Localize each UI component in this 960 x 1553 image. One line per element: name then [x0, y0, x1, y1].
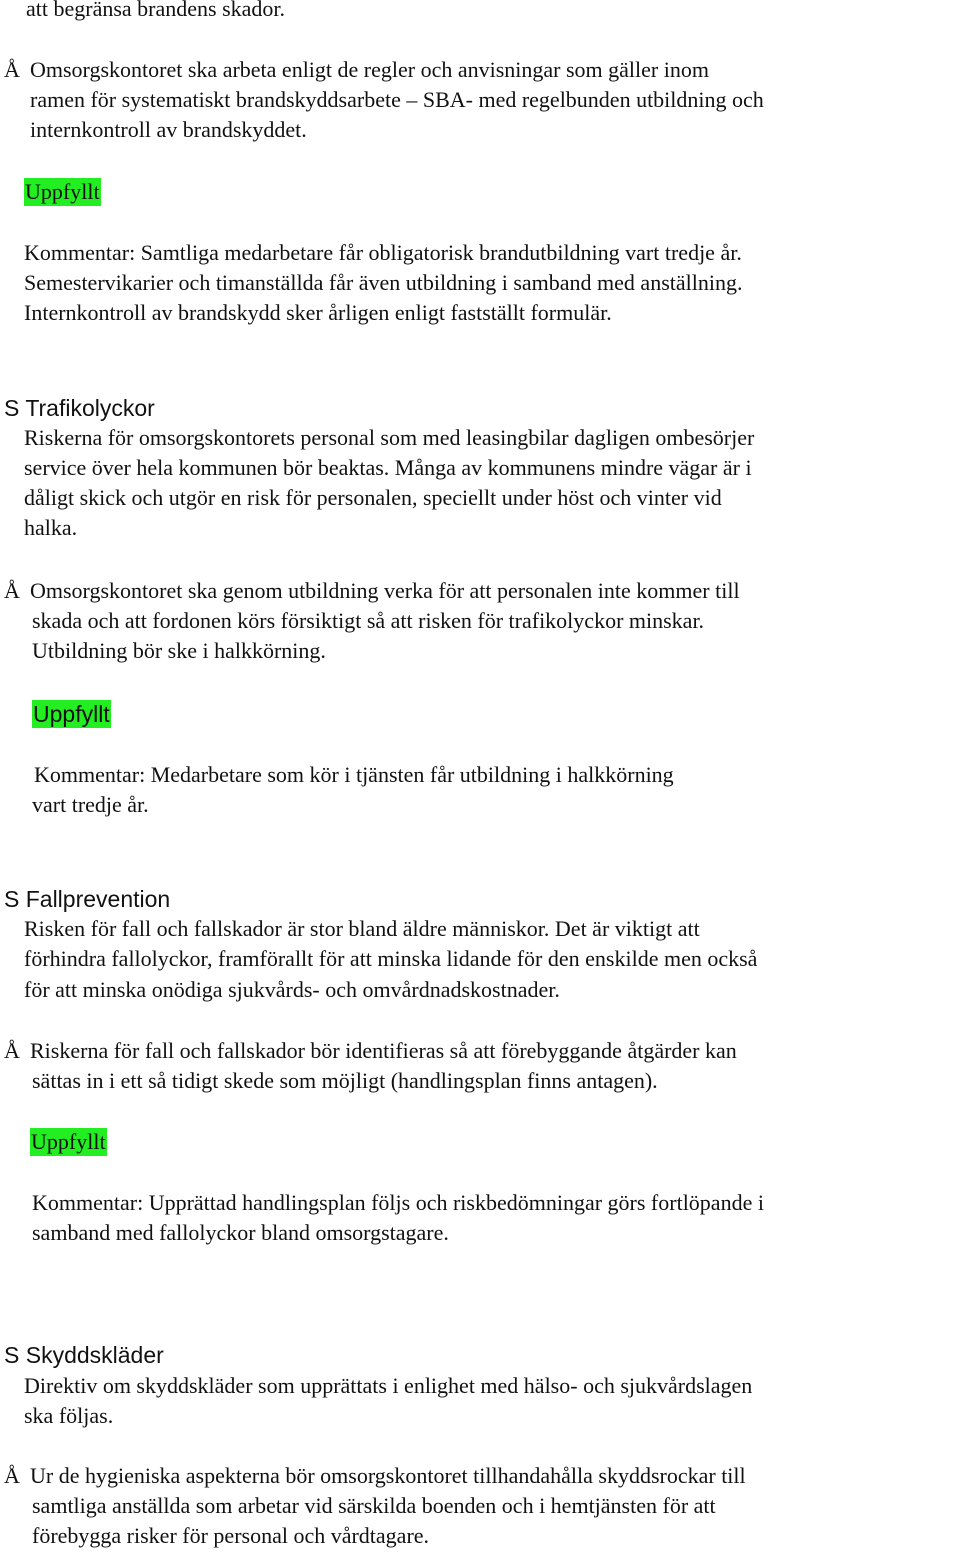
measure-marker: Å [4, 1463, 20, 1488]
body-text: Direktiv om skyddskläder som upprättats i enlighet med hälso- och sjukvårdslagen [24, 1373, 753, 1398]
measure-text: Ur de hygieniska aspekterna bör omsorgskontoret tillhandahålla skyddsrockar till [30, 1463, 746, 1488]
body-text: ska följas. [24, 1403, 114, 1428]
measure-line [4, 55, 709, 85]
measure-marker: Å [4, 1038, 20, 1063]
measure-text: Omsorgskontoret ska genom utbildning verka för att personalen inte kommer till [30, 578, 740, 603]
status-badge: Uppfyllt [33, 701, 110, 727]
body-text: dåligt skick och utgör en risk för personalen, speciellt under höst och vinter vid [24, 485, 722, 510]
status-badge: Uppfyllt [31, 1129, 106, 1154]
measure-marker: Å [4, 57, 20, 82]
measure-text: ramen för systematiskt brandskyddsarbete – SBA- med regelbunden utbildning och [30, 87, 764, 112]
section-heading: S Fallprevention [4, 886, 171, 912]
body-text: förhindra fallolyckor, framförallt för att minska lidande för den enskilde men också [24, 946, 758, 971]
body-text: halka. [24, 515, 78, 540]
measure-line [4, 1036, 737, 1066]
measure-line [4, 1461, 746, 1491]
body-text: Riskerna för omsorgskontorets personal som med leasingbilar dagligen ombesörjer [24, 425, 755, 450]
measure-text: Utbildning bör ske i halkkörning. [32, 638, 326, 663]
measure-text: skada och att fordonen körs försiktigt så att risken för trafikolyckor minskar. [32, 608, 705, 633]
measure-text: samtliga anställda som arbetar vid särskilda boenden och i hemtjänsten för att [32, 1493, 716, 1518]
measure-text: internkontroll av brandskyddet. [30, 117, 307, 142]
status-badge: Uppfyllt [25, 179, 100, 204]
measure-text: Omsorgskontoret ska arbeta enligt de regler och anvisningar som gäller inom [30, 57, 709, 82]
comment-text: vart tredje år. [32, 792, 149, 817]
section-heading: S Trafikolyckor [4, 395, 155, 421]
comment-text: Semestervikarier och timanställda får även utbildning i samband med anställning. [24, 270, 743, 295]
measure-marker: Å [4, 578, 20, 603]
body-text: service över hela kommunen bör beaktas. Många av kommunens mindre vägar är i [24, 455, 752, 480]
comment-text: Kommentar: Upprättad handlingsplan följs och riskbedömningar görs fortlöpande i [32, 1190, 764, 1215]
body-text: Risken för fall och fallskador är stor bland äldre människor. Det är viktigt att [24, 916, 700, 941]
measure-text: sättas in i ett så tidigt skede som möjligt (handlingsplan finns antagen). [32, 1068, 658, 1093]
comment-text: Kommentar: Samtliga medarbetare får obligatorisk brandutbildning vart tredje år. [24, 240, 742, 265]
comment-text: samband med fallolyckor bland omsorgstagare. [32, 1220, 449, 1245]
comment-text: Internkontroll av brandskydd sker årligen enligt fastställt formulär. [24, 300, 612, 325]
comment-text: Kommentar: Medarbetare som kör i tjänsten får utbildning i halkkörning [34, 762, 674, 787]
section-heading: S Skyddskläder [4, 1342, 164, 1368]
intro-text: att begränsa brandens skador. [26, 0, 286, 21]
measure-line [4, 576, 740, 606]
body-text: för att minska onödiga sjukvårds- och omvårdnadskostnader. [24, 977, 560, 1002]
measure-text: Riskerna för fall och fallskador bör identifieras så att förebyggande åtgärder kan [30, 1038, 737, 1063]
measure-text: förebygga risker för personal och vårdtagare. [32, 1523, 430, 1548]
